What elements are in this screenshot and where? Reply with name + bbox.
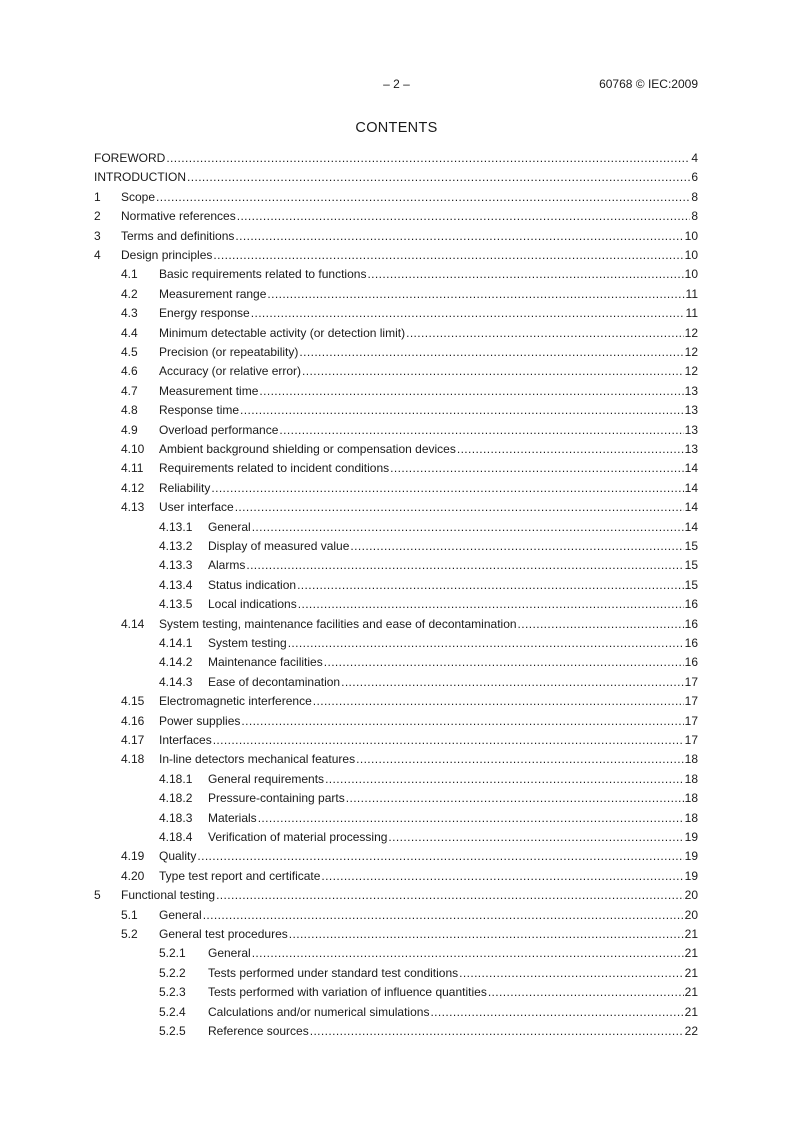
dot-leader <box>216 887 684 904</box>
toc-entry-title: General <box>159 907 202 922</box>
toc-entry[interactable] <box>121 286 698 303</box>
toc-entry-title: System testing <box>208 636 287 650</box>
dot-leader <box>235 228 683 245</box>
toc-entry-title: Electromagnetic interference <box>159 694 312 709</box>
toc-entry[interactable] <box>121 441 698 458</box>
toc-entry-number: 5.2.5 <box>159 1024 186 1038</box>
document-reference: 60768 © IEC:2009 <box>599 77 698 91</box>
dot-leader <box>367 266 683 283</box>
toc-entry-title: Verification of material processing <box>208 830 388 844</box>
dot-leader <box>430 1004 683 1021</box>
toc-entry-page: 10 <box>684 267 698 282</box>
toc-entry-title: Accuracy (or relative error) <box>159 364 302 379</box>
toc-entry-page: 18 <box>684 810 698 825</box>
toc-entry[interactable] <box>94 247 698 264</box>
dot-leader <box>321 868 683 885</box>
toc-entry[interactable] <box>94 169 698 186</box>
toc-entry-number: 5.1 <box>121 907 138 922</box>
toc-entry-number: 4.18.3 <box>159 810 193 825</box>
toc-entry-number: 4.10 <box>121 442 145 456</box>
dot-leader <box>252 945 684 962</box>
toc-entry-page: 21 <box>684 946 698 961</box>
toc-entry-number: 5.2.3 <box>159 985 186 1000</box>
toc-entry[interactable] <box>121 344 698 361</box>
toc-entry[interactable] <box>159 984 698 1001</box>
toc-entry-number: 5 <box>94 888 101 903</box>
toc-entry-number: 4.14 <box>121 616 145 631</box>
toc-entry-page: 17 <box>684 674 698 689</box>
toc-entry-title: INTRODUCTION <box>94 170 186 185</box>
toc-entry-page: 19 <box>684 849 698 864</box>
toc-entry-title: General requirements <box>208 771 325 786</box>
toc-entry[interactable] <box>121 848 698 865</box>
toc-entry-title: Measurement range <box>159 286 267 301</box>
page-number: – 2 – <box>383 77 410 91</box>
dot-leader <box>197 848 683 865</box>
toc-entry[interactable] <box>121 422 698 439</box>
dot-leader <box>298 596 684 613</box>
toc-entry-page: 19 <box>684 830 698 844</box>
toc-entry-page: 12 <box>684 345 698 359</box>
toc-entry-number: 4.9 <box>121 422 138 437</box>
toc-entry-number: 4.1 <box>121 267 138 282</box>
toc-entry-page: 13 <box>684 422 698 437</box>
dot-leader <box>406 325 684 342</box>
toc-entry-page: 21 <box>684 985 698 1000</box>
toc-entry-title: Display of measured value <box>208 539 350 553</box>
toc-entry-title: Calculations and/or numerical simulations <box>208 1004 430 1019</box>
toc-entry-page: 20 <box>684 907 698 922</box>
toc-entry-title: Pressure-containing parts <box>208 791 345 806</box>
toc-entry-title: Normative references <box>121 209 236 224</box>
toc-entry-title: Type test report and certificate <box>159 868 321 883</box>
toc-entry-title: Measurement time <box>159 383 259 398</box>
toc-entry-page: 8 <box>691 209 698 224</box>
toc-entry-number: 4.13.5 <box>159 597 193 612</box>
toc-entry-page: 12 <box>684 325 698 340</box>
dot-leader <box>235 499 684 516</box>
toc-entry[interactable] <box>121 713 698 730</box>
toc-entry-title: General <box>208 946 251 961</box>
dot-leader <box>302 363 684 380</box>
dot-leader <box>213 247 683 264</box>
toc-entry-number: 4.13.1 <box>159 519 193 534</box>
dot-leader <box>237 208 691 225</box>
toc-entry-number: 4.2 <box>121 286 138 301</box>
toc-entry-number: 4.13 <box>121 500 145 515</box>
toc-entry-page: 14 <box>684 461 698 476</box>
toc-entry-number: 4.12 <box>121 480 145 495</box>
toc-entry[interactable] <box>159 965 698 982</box>
toc-entry-title: Design principles <box>121 248 213 262</box>
toc-entry-title: Interfaces <box>159 733 212 747</box>
toc-entry-page: 6 <box>691 170 698 185</box>
toc-entry[interactable] <box>159 654 698 671</box>
dot-leader <box>166 150 690 167</box>
toc-entry-page: 13 <box>684 383 698 398</box>
dot-leader <box>252 519 684 536</box>
dot-leader <box>297 577 684 594</box>
dot-leader <box>356 751 684 768</box>
toc-entry[interactable] <box>159 945 698 962</box>
toc-entry-number: 4.6 <box>121 364 138 379</box>
toc-entry-title: General test procedures <box>159 927 288 941</box>
toc-entry-page: 10 <box>684 228 698 243</box>
toc-entry-page: 21 <box>684 965 698 980</box>
dot-leader <box>313 693 684 710</box>
toc-entry-title: Basic requirements related to functions <box>159 267 367 282</box>
toc-entry-title: Ambient background shielding or compensation devices <box>159 442 456 456</box>
toc-entry-number: 4.18.4 <box>159 830 193 844</box>
toc-entry-page: 16 <box>684 655 698 670</box>
toc-entry[interactable] <box>159 1023 698 1040</box>
toc-entry-title: Tests performed with variation of influence quantities <box>208 985 487 1000</box>
toc-entry[interactable] <box>159 790 698 807</box>
toc-entry-title: Response time <box>159 403 240 418</box>
toc-entry-number: 4.13.3 <box>159 558 193 573</box>
toc-entry-number: 2 <box>94 209 101 224</box>
dot-leader <box>390 460 684 477</box>
toc-entry[interactable] <box>121 460 698 477</box>
toc-entry-number: 4.18.1 <box>159 771 193 786</box>
toc-entry-number: 5.2.4 <box>159 1004 186 1019</box>
toc-entry-number: 4.18.2 <box>159 791 193 806</box>
toc-entry-page: 15 <box>684 577 698 592</box>
toc-entry[interactable] <box>159 519 698 536</box>
dot-leader <box>459 965 684 982</box>
toc-entry-title: Maintenance facilities <box>208 655 323 670</box>
dot-leader <box>288 635 684 652</box>
toc-entry-page: 19 <box>684 868 698 883</box>
toc-entry-number: 5.2.2 <box>159 965 186 980</box>
toc-entry-page: 18 <box>684 791 698 806</box>
toc-entry-title: Terms and definitions <box>121 228 235 243</box>
toc-entry-title: Scope <box>121 189 156 204</box>
toc-entry-page: 21 <box>684 927 698 941</box>
dot-leader <box>251 305 685 322</box>
toc-entry-number: 4.14.1 <box>159 636 193 650</box>
dot-leader <box>246 557 683 574</box>
contents-title: CONTENTS <box>355 120 438 136</box>
toc-entry-number: 4.13.2 <box>159 539 193 553</box>
toc-entry-title: Functional testing <box>121 888 216 903</box>
dot-leader <box>187 169 690 186</box>
toc-entry-page: 18 <box>684 771 698 786</box>
toc-entry[interactable] <box>94 208 698 225</box>
toc-entry-title: Reference sources <box>208 1024 309 1038</box>
dot-leader <box>457 441 684 458</box>
toc-entry-title: Reliability <box>159 480 211 495</box>
toc-entry[interactable] <box>121 480 698 497</box>
toc-entry[interactable] <box>159 635 698 652</box>
toc-entry-number: 1 <box>94 189 101 204</box>
dot-leader <box>299 344 683 361</box>
dot-leader <box>240 402 684 419</box>
toc-entry-page: 21 <box>684 1004 698 1019</box>
toc-entry-page: 11 <box>685 306 698 321</box>
toc-entry-page: 17 <box>684 713 698 728</box>
dot-leader <box>488 984 684 1001</box>
toc-entry-number: 4.5 <box>121 345 138 359</box>
toc-entry-title: Alarms <box>208 558 246 573</box>
toc-entry-page: 17 <box>684 733 698 747</box>
toc-entry[interactable] <box>121 926 698 943</box>
toc-entry-title: Status indication <box>208 577 297 592</box>
toc-entry[interactable] <box>94 189 698 206</box>
dot-leader <box>324 654 684 671</box>
toc-entry[interactable] <box>94 887 698 904</box>
toc-entry-title: Power supplies <box>159 713 241 728</box>
toc-entry-number: 4.8 <box>121 403 138 418</box>
toc-entry-page: 16 <box>684 597 698 612</box>
toc-entry-number: 4.18 <box>121 752 145 767</box>
toc-entry[interactable] <box>121 868 698 885</box>
toc-entry[interactable] <box>94 228 698 245</box>
toc-entry-title: FOREWORD <box>94 151 166 165</box>
toc-entry-title: Requirements related to incident conditions <box>159 461 390 476</box>
toc-entry[interactable] <box>159 1004 698 1021</box>
toc-entry-page: 15 <box>684 558 698 573</box>
toc-entry[interactable] <box>159 674 698 691</box>
dot-leader <box>350 538 683 555</box>
toc-entry-number: 4.14.3 <box>159 674 193 689</box>
toc-entry-page: 14 <box>684 480 698 495</box>
toc-entry[interactable] <box>159 596 698 613</box>
dot-leader <box>213 732 684 749</box>
toc-entry[interactable] <box>121 266 698 283</box>
toc-entry-title: Ease of decontamination <box>208 674 341 689</box>
toc-entry-title: Materials <box>208 810 257 825</box>
toc-entry-page: 12 <box>684 364 698 379</box>
toc-entry-number: 3 <box>94 228 101 243</box>
toc-entry-page: 18 <box>684 752 698 767</box>
toc-entry-page: 11 <box>685 286 698 301</box>
toc-entry-number: 4.4 <box>121 325 138 340</box>
toc-entry[interactable] <box>159 829 698 846</box>
toc-entry[interactable] <box>121 305 698 322</box>
toc-entry[interactable] <box>121 499 698 516</box>
toc-entry-number: 4.13.4 <box>159 577 193 592</box>
toc-entry-number: 4.15 <box>121 694 145 709</box>
toc-entry-number: 5.2 <box>121 927 138 941</box>
toc-entry[interactable] <box>121 402 698 419</box>
toc-entry-page: 16 <box>684 616 698 631</box>
dot-leader <box>341 674 684 691</box>
toc-entry-title: Precision (or repeatability) <box>159 345 299 359</box>
toc-entry[interactable] <box>121 363 698 380</box>
toc-entry[interactable] <box>159 577 698 594</box>
toc-entry-number: 4.17 <box>121 733 145 747</box>
dot-leader <box>289 926 684 943</box>
toc-entry[interactable] <box>121 693 698 710</box>
page-header <box>0 77 793 93</box>
toc-entry[interactable] <box>159 557 698 574</box>
dot-leader <box>346 790 684 807</box>
dot-leader <box>279 422 683 439</box>
toc-entry-page: 15 <box>684 539 698 553</box>
toc-entry-page: 14 <box>684 500 698 515</box>
toc-entry-title: Minimum detectable activity (or detection limit) <box>159 325 406 340</box>
toc-entry-page: 10 <box>684 248 698 262</box>
dot-leader <box>211 480 683 497</box>
dot-leader <box>203 907 684 924</box>
toc-entry-title: General <box>208 519 251 534</box>
toc-entry-page: 14 <box>684 519 698 534</box>
dot-leader <box>267 286 684 303</box>
toc-entry[interactable] <box>121 383 698 400</box>
toc-entry-number: 4.7 <box>121 383 138 398</box>
dot-leader <box>388 829 683 846</box>
toc-entry[interactable] <box>159 538 698 555</box>
toc-entry[interactable] <box>121 325 698 342</box>
toc-entry[interactable] <box>159 771 698 788</box>
toc-entry-title: User interface <box>159 500 234 515</box>
toc-entry-number: 4.3 <box>121 306 138 321</box>
toc-entry-page: 20 <box>684 888 698 903</box>
toc-entry-title: Energy response <box>159 306 250 321</box>
toc-entry-title: Tests performed under standard test conditions <box>208 965 459 980</box>
toc-entry-page: 13 <box>684 403 698 418</box>
toc-entry-number: 5.2.1 <box>159 946 186 961</box>
toc-entry-title: System testing, maintenance facilities and ease of decontamination <box>159 616 517 631</box>
toc-entry-title: Overload performance <box>159 422 279 437</box>
toc-entry[interactable] <box>159 810 698 827</box>
dot-leader <box>259 383 683 400</box>
toc-entry-page: 8 <box>691 189 698 204</box>
dot-leader <box>258 810 684 827</box>
toc-entry[interactable] <box>121 907 698 924</box>
toc-entry-number: 4.14.2 <box>159 655 193 670</box>
toc-entry-title: In-line detectors mechanical features <box>159 752 356 767</box>
toc-entry-page: 17 <box>684 694 698 709</box>
toc-entry-number: 4.11 <box>121 461 144 476</box>
toc-entry[interactable] <box>121 616 698 633</box>
toc-entry-number: 4 <box>94 248 101 262</box>
toc-entry-number: 4.20 <box>121 868 145 883</box>
toc-entry[interactable] <box>121 732 698 749</box>
toc-entry[interactable] <box>121 751 698 768</box>
toc-entry-title: Local indications <box>208 597 297 612</box>
dot-leader <box>241 713 683 730</box>
toc-entry-number: 4.19 <box>121 849 145 864</box>
toc-entry-page: 16 <box>684 636 698 650</box>
toc-entry[interactable] <box>94 150 698 167</box>
toc-entry-page: 4 <box>691 151 698 165</box>
dot-leader <box>310 1023 684 1040</box>
toc-entry-page: 13 <box>684 442 698 456</box>
dot-leader <box>156 189 690 206</box>
dot-leader <box>325 771 684 788</box>
dot-leader <box>518 616 684 633</box>
toc-entry-title: Quality <box>159 849 197 864</box>
toc-entry-number: 4.16 <box>121 713 145 728</box>
toc-entry-page: 22 <box>684 1024 698 1038</box>
